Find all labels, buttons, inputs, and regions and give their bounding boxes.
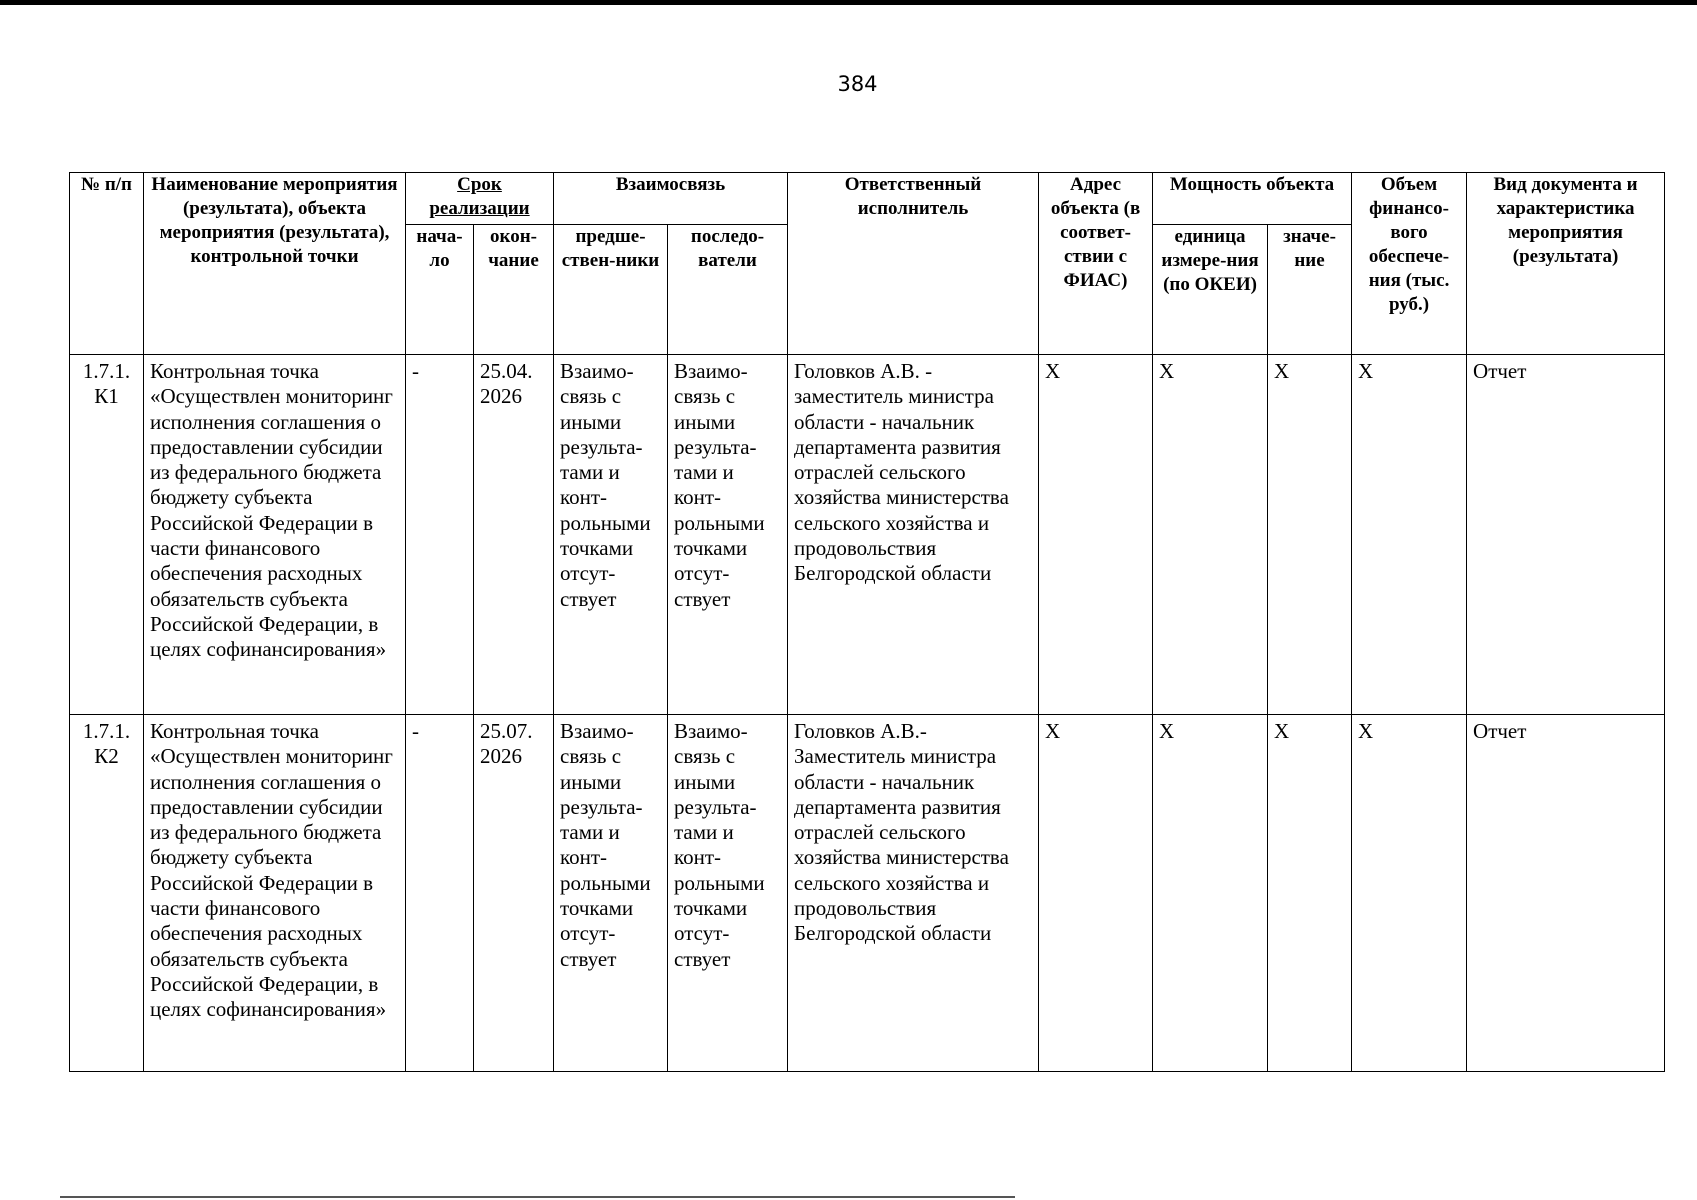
cell-doc: Отчет [1467,715,1665,1072]
cell-address: Х [1039,715,1153,1072]
cell-unit: Х [1153,355,1268,715]
cell-doc: Отчет [1467,355,1665,715]
header-term [406,173,554,225]
header-num: № п/п [70,173,144,355]
top-border-line [0,0,1697,5]
cell-name: Контрольная точка «Осуществлен мониторинг исполнения соглашения о предоставлении субсидии из федерального бюджета бюджету субъекта Российской Федерации в части финансового обеспечения расходных обязательств субъекта Российской Федерации, в целях софинансирования» [144,355,406,715]
cell-value: Х [1268,715,1352,1072]
header-row-1 [70,173,1665,225]
bottom-rule-line [60,1196,1015,1198]
header-name: Наименование мероприятия (результата), объекта мероприятия (результата), контрольной точки [144,173,406,355]
cell-end: 25.07. 2026 [474,715,554,1072]
header-capacity-value: значе-ние [1268,225,1352,355]
cell-value: Х [1268,355,1352,715]
header-address: Адрес объекта (в соответ-ствии с ФИАС) [1039,173,1153,355]
cell-start: - [406,355,474,715]
header-term-end: окон-чание [474,225,554,355]
cell-prev: Взаимо-связь с иными результа-тами и конт-рольными точками отсут-ствует [554,715,668,1072]
cell-prev: Взаимо-связь с иными результа-тами и конт-рольными точками отсут-ствует [554,355,668,715]
header-link-prev: предше-ствен-ники [554,225,668,355]
header-finance: Объем финансо-вого обеспече-ния (тыс. руб.) [1352,173,1467,355]
header-capacity: Мощность объекта [1153,173,1352,225]
page-number: 384 [837,72,878,96]
cell-next: Взаимо-связь с иными результа-тами и конт-рольными точками отсут-ствует [668,355,788,715]
cell-executor: Головков А.В. - заместитель министра области - начальник департамента развития отраслей сельского хозяйства министерства сельского хозяйства и продовольствия Белгородской области [788,355,1039,715]
header-term-label: Срок реализации [429,174,530,219]
cell-finance: Х [1352,715,1467,1072]
header-term-start: нача-ло [406,225,474,355]
cell-num: 1.7.1. К1 [70,355,144,715]
cell-start: - [406,715,474,1072]
cell-num: 1.7.1. К2 [70,715,144,1072]
cell-finance: Х [1352,355,1467,715]
header-link-next: последо-ватели [668,225,788,355]
cell-end: 25.04. 2026 [474,355,554,715]
table-row [70,355,1665,715]
table-row [70,715,1665,1072]
header-link: Взаимосвязь [554,173,788,225]
header-capacity-unit: единица измере-ния (по ОКЕИ) [1153,225,1268,355]
cell-next: Взаимо-связь с иными результа-тами и конт-рольными точками отсут-ствует [668,715,788,1072]
cell-address: Х [1039,355,1153,715]
header-doc: Вид документа и характеристика мероприятия (результата) [1467,173,1665,355]
plan-table [69,172,1665,1072]
cell-name: Контрольная точка «Осуществлен мониторинг исполнения соглашения о предоставлении субсидии из федерального бюджета бюджету субъекта Российской Федерации в части финансового обеспечения расходных обязательств субъекта Российской Федерации, в целях софинансирования» [144,715,406,1072]
cell-unit: Х [1153,715,1268,1072]
header-executor: Ответственный исполнитель [788,173,1039,355]
cell-executor: Головков А.В.- Заместитель министра области - начальник департамента развития отраслей сельского хозяйства министерства сельского хозяйства и продовольствия Белгородской области [788,715,1039,1072]
